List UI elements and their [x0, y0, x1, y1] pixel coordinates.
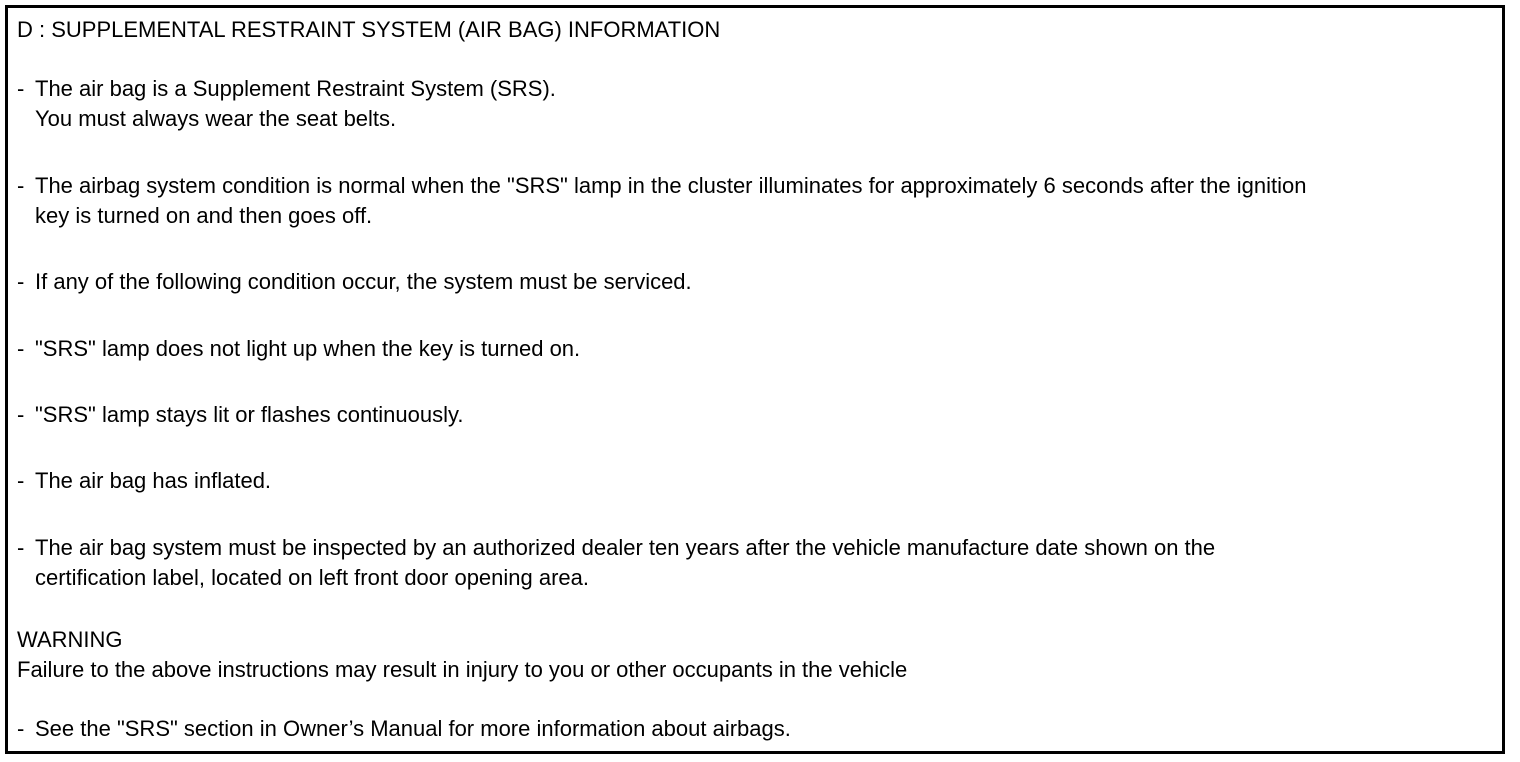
list-item	[17, 171, 1497, 231]
list-item-text: "SRS" lamp does not light up when the key is turned on.	[35, 336, 581, 361]
bullet-dash: -	[17, 402, 25, 427]
list-item-text-continued: You must always wear the seat belts.	[35, 106, 397, 131]
list-item-text-continued: certification label, located on left front door opening area.	[35, 565, 590, 590]
list-item-text: The airbag system condition is normal when the "SRS" lamp in the cluster illuminates for approximately 6 seconds after the ignition	[35, 173, 1307, 198]
bullet-dash: -	[17, 269, 25, 294]
bullet-dash: -	[17, 76, 25, 101]
list-item	[17, 267, 1497, 297]
list-item-text: The air bag is a Supplement Restraint System (SRS).	[35, 76, 556, 101]
list-item-text: If any of the following condition occur, the system must be serviced.	[35, 269, 692, 294]
warning-heading: WARNING	[17, 627, 123, 652]
list-item	[17, 74, 1497, 134]
list-item-text: "SRS" lamp stays lit or flashes continuously.	[35, 402, 464, 427]
list-item	[17, 334, 1497, 364]
list-item-text: See the "SRS" section in Owner’s Manual for more information about airbags.	[35, 716, 791, 741]
list-item-footer	[17, 714, 1497, 744]
bullet-dash: -	[17, 336, 25, 361]
list-item-text-continued: key is turned on and then goes off.	[35, 203, 373, 228]
list-item	[17, 466, 1497, 496]
bullet-dash: -	[17, 535, 25, 560]
list-item	[17, 400, 1497, 430]
document-title: D : SUPPLEMENTAL RESTRAINT SYSTEM (AIR BAG) INFORMATION	[17, 17, 721, 42]
bullet-dash: -	[17, 468, 25, 493]
warning-text: Failure to the above instructions may result in injury to you or other occupants in the vehicle	[17, 657, 908, 682]
bullet-dash: -	[17, 173, 25, 198]
list-item	[17, 533, 1497, 593]
bullet-dash: -	[17, 716, 25, 741]
list-item-text: The air bag has inflated.	[35, 468, 272, 493]
document-frame	[5, 5, 1505, 754]
list-item-text: The air bag system must be inspected by an authorized dealer ten years after the vehicle manufacture date shown on the	[35, 535, 1216, 560]
